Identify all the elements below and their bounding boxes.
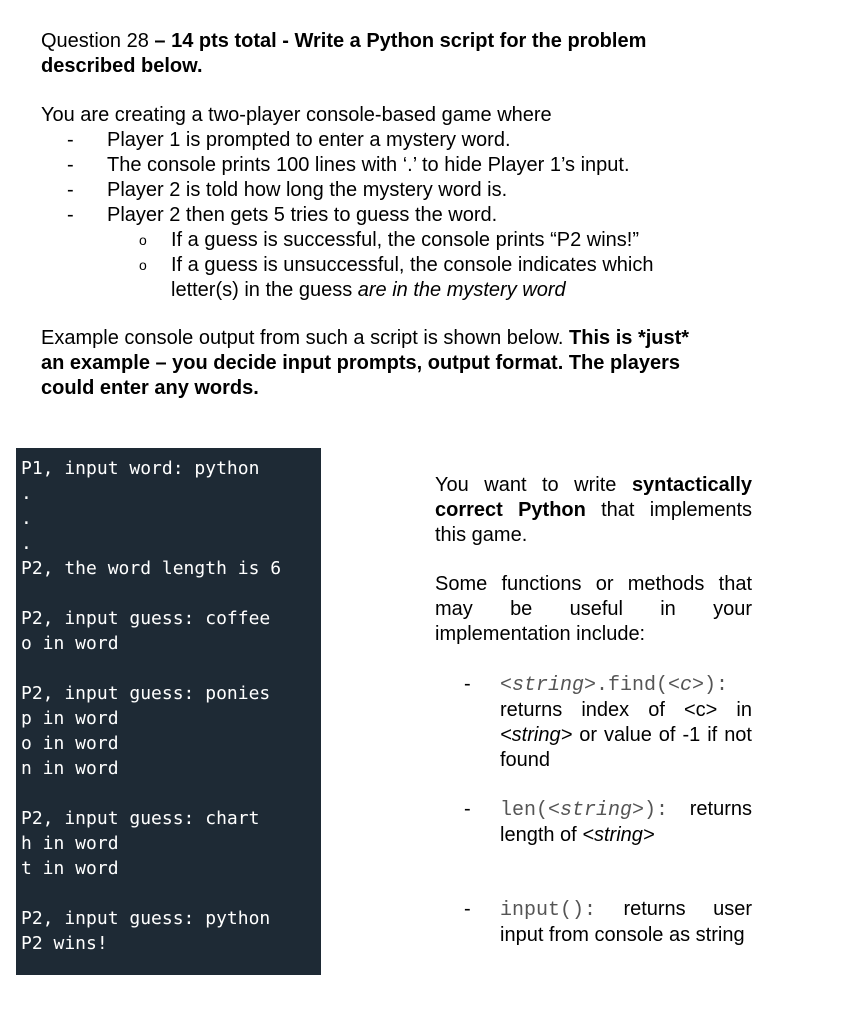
- console-line: P2 wins!: [21, 933, 108, 954]
- desc-italic: <string>: [582, 824, 655, 846]
- list-item: [59, 153, 711, 178]
- sub-bullet-text: If a guess is successful, the console prints “P2 wins!”: [171, 229, 639, 251]
- desc-text: returns length of: [500, 798, 752, 846]
- dash-marker: -: [67, 204, 74, 226]
- sub-list-item: [107, 228, 711, 253]
- sub-list-item: [107, 253, 711, 303]
- console-line: o in word: [21, 633, 119, 654]
- side-paragraph-1: [435, 473, 752, 548]
- code-text: ):: [704, 674, 729, 697]
- code-text: .find(: [596, 674, 669, 697]
- function-find: [464, 672, 752, 773]
- side-text: that implements this game.: [435, 499, 752, 546]
- question-label: Question 28: [41, 30, 149, 52]
- list-item: [59, 128, 711, 153]
- example-plain: Example console output from such a script is shown below.: [41, 327, 564, 349]
- desc-text: returns user input from console as string: [500, 898, 752, 946]
- sub-bullet-italic: are in the mystery word: [357, 279, 566, 301]
- side-text: You want to write: [435, 474, 617, 496]
- function-len: [464, 797, 752, 848]
- list-item: [59, 203, 711, 303]
- side-paragraph-2: Some functions or methods that may be useful in your implementation include:: [435, 573, 752, 645]
- sub-list: [107, 228, 711, 303]
- dash-marker: -: [464, 898, 471, 920]
- code-arg: <string>: [548, 799, 645, 822]
- desc-text: or value of -1 if not found: [500, 724, 752, 771]
- circle-marker: o: [139, 232, 147, 248]
- console-line: P1, input word: python: [21, 458, 260, 479]
- console-line: t in word: [21, 858, 119, 879]
- bullet-text: Player 2 then gets 5 tries to guess the word.: [107, 204, 498, 226]
- circle-marker: o: [139, 257, 147, 273]
- dash-marker: -: [464, 673, 471, 695]
- bullet-text: Player 2 is told how long the mystery word is.: [107, 179, 508, 201]
- example-bold: This is *just* an example – you decide input prompts, output format. The players could enter any words.: [41, 327, 690, 399]
- question-points: 14 pts total - Write a Python script for the problem described below.: [41, 30, 647, 77]
- console-line: P2, input guess: chart: [21, 808, 260, 829]
- bullet-text: The console prints 100 lines with ‘.’ to hide Player 1’s input.: [107, 154, 630, 176]
- intro-text: You are creating a two-player console-based game where: [41, 104, 552, 126]
- desc-text: returns index of: [500, 699, 665, 721]
- console-line: .: [21, 533, 32, 554]
- dash-marker: -: [67, 129, 74, 151]
- desc-text: in: [736, 699, 752, 721]
- code-text: len(: [500, 799, 549, 822]
- code-arg: <c>: [668, 674, 705, 697]
- question-title: [41, 29, 741, 79]
- sub-bullet-text: If a guess is unsuccessful, the console indicates which letter(s) in the guess: [171, 254, 654, 301]
- example-text: [41, 326, 701, 401]
- code-arg: <string>: [500, 674, 597, 697]
- question-dash: –: [154, 30, 166, 52]
- console-line: P2, the word length is 6: [21, 558, 282, 579]
- side-bold: syntactically correct Python: [435, 474, 753, 521]
- code-text: input():: [500, 899, 597, 922]
- requirements-list: [59, 128, 711, 303]
- console-line: P2, input guess: coffee: [21, 608, 271, 629]
- console-line: P2, input guess: python: [21, 908, 271, 929]
- list-item: [59, 178, 711, 203]
- console-line: P2, input guess: ponies: [21, 683, 271, 704]
- console-line: h in word: [21, 833, 119, 854]
- bullet-text: Player 1 is prompted to enter a mystery word.: [107, 129, 511, 151]
- function-body: [500, 797, 752, 848]
- desc-italic: <string>: [500, 724, 573, 746]
- function-input: [464, 897, 752, 948]
- dash-marker: -: [67, 179, 74, 201]
- console-line: .: [21, 483, 32, 504]
- function-body: [500, 672, 752, 773]
- console-line: n in word: [21, 758, 119, 779]
- console-line: .: [21, 508, 32, 529]
- dash-marker: -: [464, 798, 471, 820]
- desc-text: <c>: [683, 699, 718, 721]
- code-text: ):: [644, 799, 669, 822]
- function-body: [500, 897, 752, 948]
- console-output: [16, 448, 321, 975]
- console-line: p in word: [21, 708, 119, 729]
- console-line: o in word: [21, 733, 119, 754]
- dash-marker: -: [67, 154, 74, 176]
